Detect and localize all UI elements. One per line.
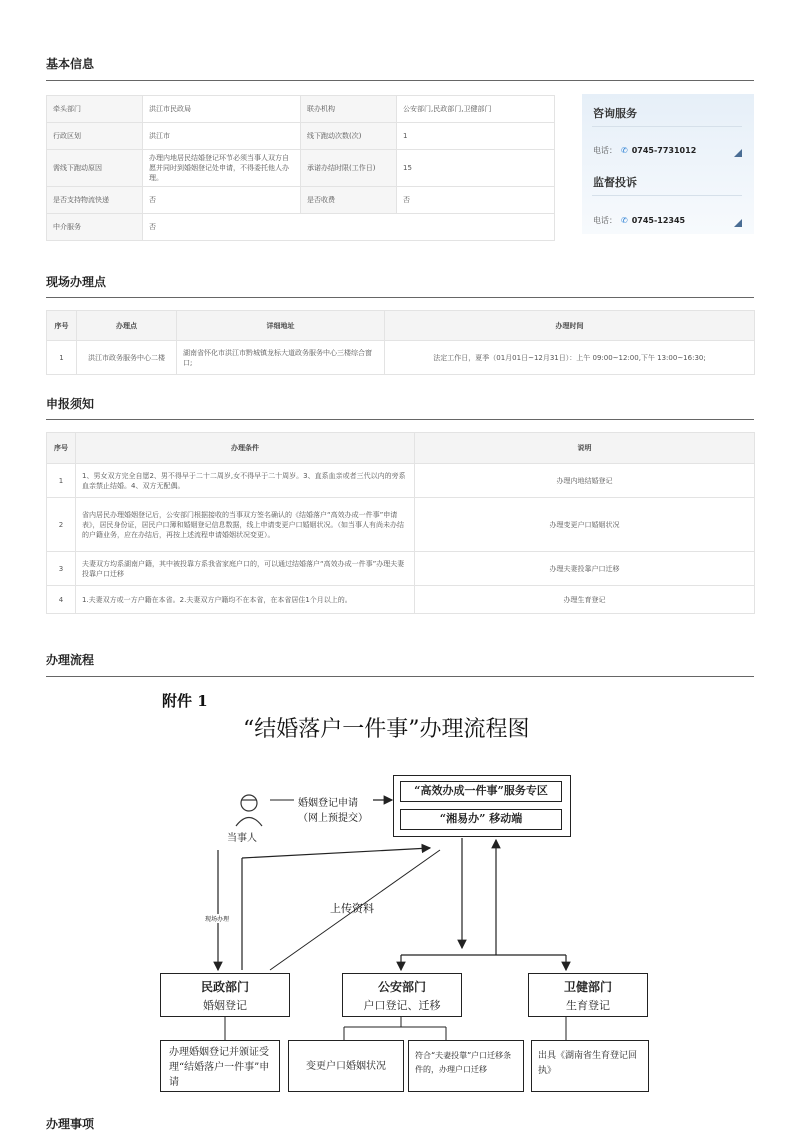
police-result-box-1: 变更户口婚姻状况 bbox=[288, 1040, 404, 1092]
person-icon bbox=[236, 795, 262, 826]
sites-header: 详细地址 bbox=[177, 311, 385, 341]
supervise-title: 监督投诉 bbox=[593, 176, 637, 189]
basic-info-label: 行政区划 bbox=[47, 123, 143, 150]
civil-title: 民政部门 bbox=[200, 980, 249, 994]
sites-cell: 洪江市政务服务中心二楼 bbox=[77, 341, 177, 375]
basic-info-value: 否 bbox=[397, 187, 555, 214]
basic-info-value: 1 bbox=[397, 123, 555, 150]
notes-cell: 夫妻双方均系湖南户籍，其中被投靠方系我省家庭户口的，可以通过结婚落户“高效办成一件事”办理夫妻投靠户口迁移 bbox=[76, 552, 415, 586]
consult-phone-label: 电话： bbox=[593, 146, 617, 155]
flow-apply-line1: 婚姻登记申请 bbox=[298, 798, 358, 809]
civil-box bbox=[160, 973, 290, 1017]
police-result-box-2: 符合“夫妻投靠”户口迁移条件的，办理户口迁移 bbox=[408, 1040, 524, 1092]
sites-cell: 法定工作日，夏季（01月01日~12月31日）：上午 09:00~12:00,下午 13:00~16:30; bbox=[385, 341, 755, 375]
sites-cell: 1 bbox=[47, 341, 77, 375]
basic-info-label: 承诺办结时限(工作日) bbox=[301, 150, 397, 187]
basic-info-label: 联办机构 bbox=[301, 96, 397, 123]
sites-cell: 湖南省怀化市洪江市黔城镇龙标大道政务服务中心三楼综合窗口; bbox=[177, 341, 385, 375]
police-sub: 户口登记、迁移 bbox=[363, 999, 441, 1012]
consult-title: 咨询服务 bbox=[593, 107, 637, 120]
consult-phone-number[interactable]: 0745-7731012 bbox=[631, 146, 697, 155]
section-title-footer: 办理事项 bbox=[46, 1117, 95, 1131]
notes-cell: 2 bbox=[47, 498, 76, 552]
basic-info-label: 线下跑动次数(次) bbox=[301, 123, 397, 150]
zone-box: “高效办成一件事”服务专区 bbox=[400, 781, 562, 802]
flow-upload: 上传资料 bbox=[330, 902, 374, 915]
notes-cell: 1.夫妻双方或一方户籍在本省。2.夫妻双方户籍均不在本省，在本省居住1个月以上的。 bbox=[76, 586, 415, 614]
section-title-notes: 申报须知 bbox=[46, 397, 95, 411]
supervise-phone-number[interactable]: 0745-12345 bbox=[631, 216, 686, 225]
basic-info-value: 15 bbox=[397, 150, 555, 187]
flow-onsite: 现场办理 bbox=[205, 916, 230, 923]
health-box bbox=[528, 973, 648, 1017]
health-sub: 生育登记 bbox=[566, 999, 610, 1012]
section-title-flow: 办理流程 bbox=[46, 653, 95, 667]
basic-info-label: 需线下跑动原因 bbox=[47, 150, 143, 187]
civil-sub: 婚姻登记 bbox=[203, 999, 247, 1012]
basic-info-value: 洪江市 bbox=[143, 123, 301, 150]
notes-cell: 办理变更户口婚姻状况 bbox=[415, 498, 755, 552]
phone-icon: ✆ bbox=[621, 146, 628, 155]
basic-info-value: 办理内地居民结婚登记环节必须当事人双方自愿并同时到婚姻登记处申请，不得委托他人办理。 bbox=[143, 150, 301, 187]
notes-cell: 办理生育登记 bbox=[415, 586, 755, 614]
flow-title: “结婚落户一件事”办理流程图 bbox=[243, 717, 530, 742]
basic-info-value: 洪江市民政局 bbox=[143, 96, 301, 123]
sites-header: 序号 bbox=[47, 311, 77, 341]
sites-header: 办理时间 bbox=[385, 311, 755, 341]
police-title: 公安部门 bbox=[377, 980, 426, 994]
basic-info-value: 否 bbox=[143, 214, 555, 241]
flow-apply-line2: （网上预提交） bbox=[298, 813, 368, 824]
flow-attachment: 附件 1 bbox=[162, 692, 208, 710]
health-result-box: 出具《湖南省生育登记回执》 bbox=[531, 1040, 649, 1092]
basic-info-label: 是否支持物流快递 bbox=[47, 187, 143, 214]
section-title-sites: 现场办理点 bbox=[46, 275, 107, 289]
section-title-basic: 基本信息 bbox=[46, 57, 95, 71]
basic-info-label: 牵头部门 bbox=[47, 96, 143, 123]
flow-applicant: 当事人 bbox=[227, 833, 257, 844]
mobile-box: “湘易办” 移动端 bbox=[400, 809, 562, 830]
notes-header: 办理条件 bbox=[76, 433, 415, 464]
notes-cell: 4 bbox=[47, 586, 76, 614]
health-title: 卫健部门 bbox=[563, 980, 612, 994]
basic-info-value: 公安部门,民政部门,卫健部门 bbox=[397, 96, 555, 123]
sites-header: 办理点 bbox=[77, 311, 177, 341]
zone-outer-box bbox=[393, 775, 571, 837]
basic-info-value: 否 bbox=[143, 187, 301, 214]
notes-cell: 3 bbox=[47, 552, 76, 586]
notes-cell: 省内居民办理婚姻登记后，公安部门根据接收的当事双方签名确认的《结婚落户“高效办成一件事”申请表》，居民身份证，居民户口簿和婚姻登记信息数据，线上申请变更户口婚姻状况。（如当事人有尚未办结的户籍业务，应在办结后，再按上述流程申请婚姻状况变更）。 bbox=[76, 498, 415, 552]
notes-cell: 办理夫妻投靠户口迁移 bbox=[415, 552, 755, 586]
notes-cell: 办理内地结婚登记 bbox=[415, 464, 755, 498]
police-box bbox=[342, 973, 462, 1017]
notes-header: 说明 bbox=[415, 433, 755, 464]
notes-header: 序号 bbox=[47, 433, 76, 464]
notes-cell: 1 bbox=[47, 464, 76, 498]
phone-icon: ✆ bbox=[621, 216, 628, 225]
basic-info-label: 中介服务 bbox=[47, 214, 143, 241]
civil-result-box: 办理婚姻登记并颁证受理“结婚落户一件事”申请 bbox=[160, 1040, 280, 1092]
basic-info-label: 是否收费 bbox=[301, 187, 397, 214]
supervise-phone-label: 电话： bbox=[593, 216, 617, 225]
notes-cell: 1、男女双方完全自愿2、男不得早于二十二周岁,女不得早于二十周岁。3、直系血亲或者三代以内的旁系血亲禁止结婚。4、双方无配偶。 bbox=[76, 464, 415, 498]
